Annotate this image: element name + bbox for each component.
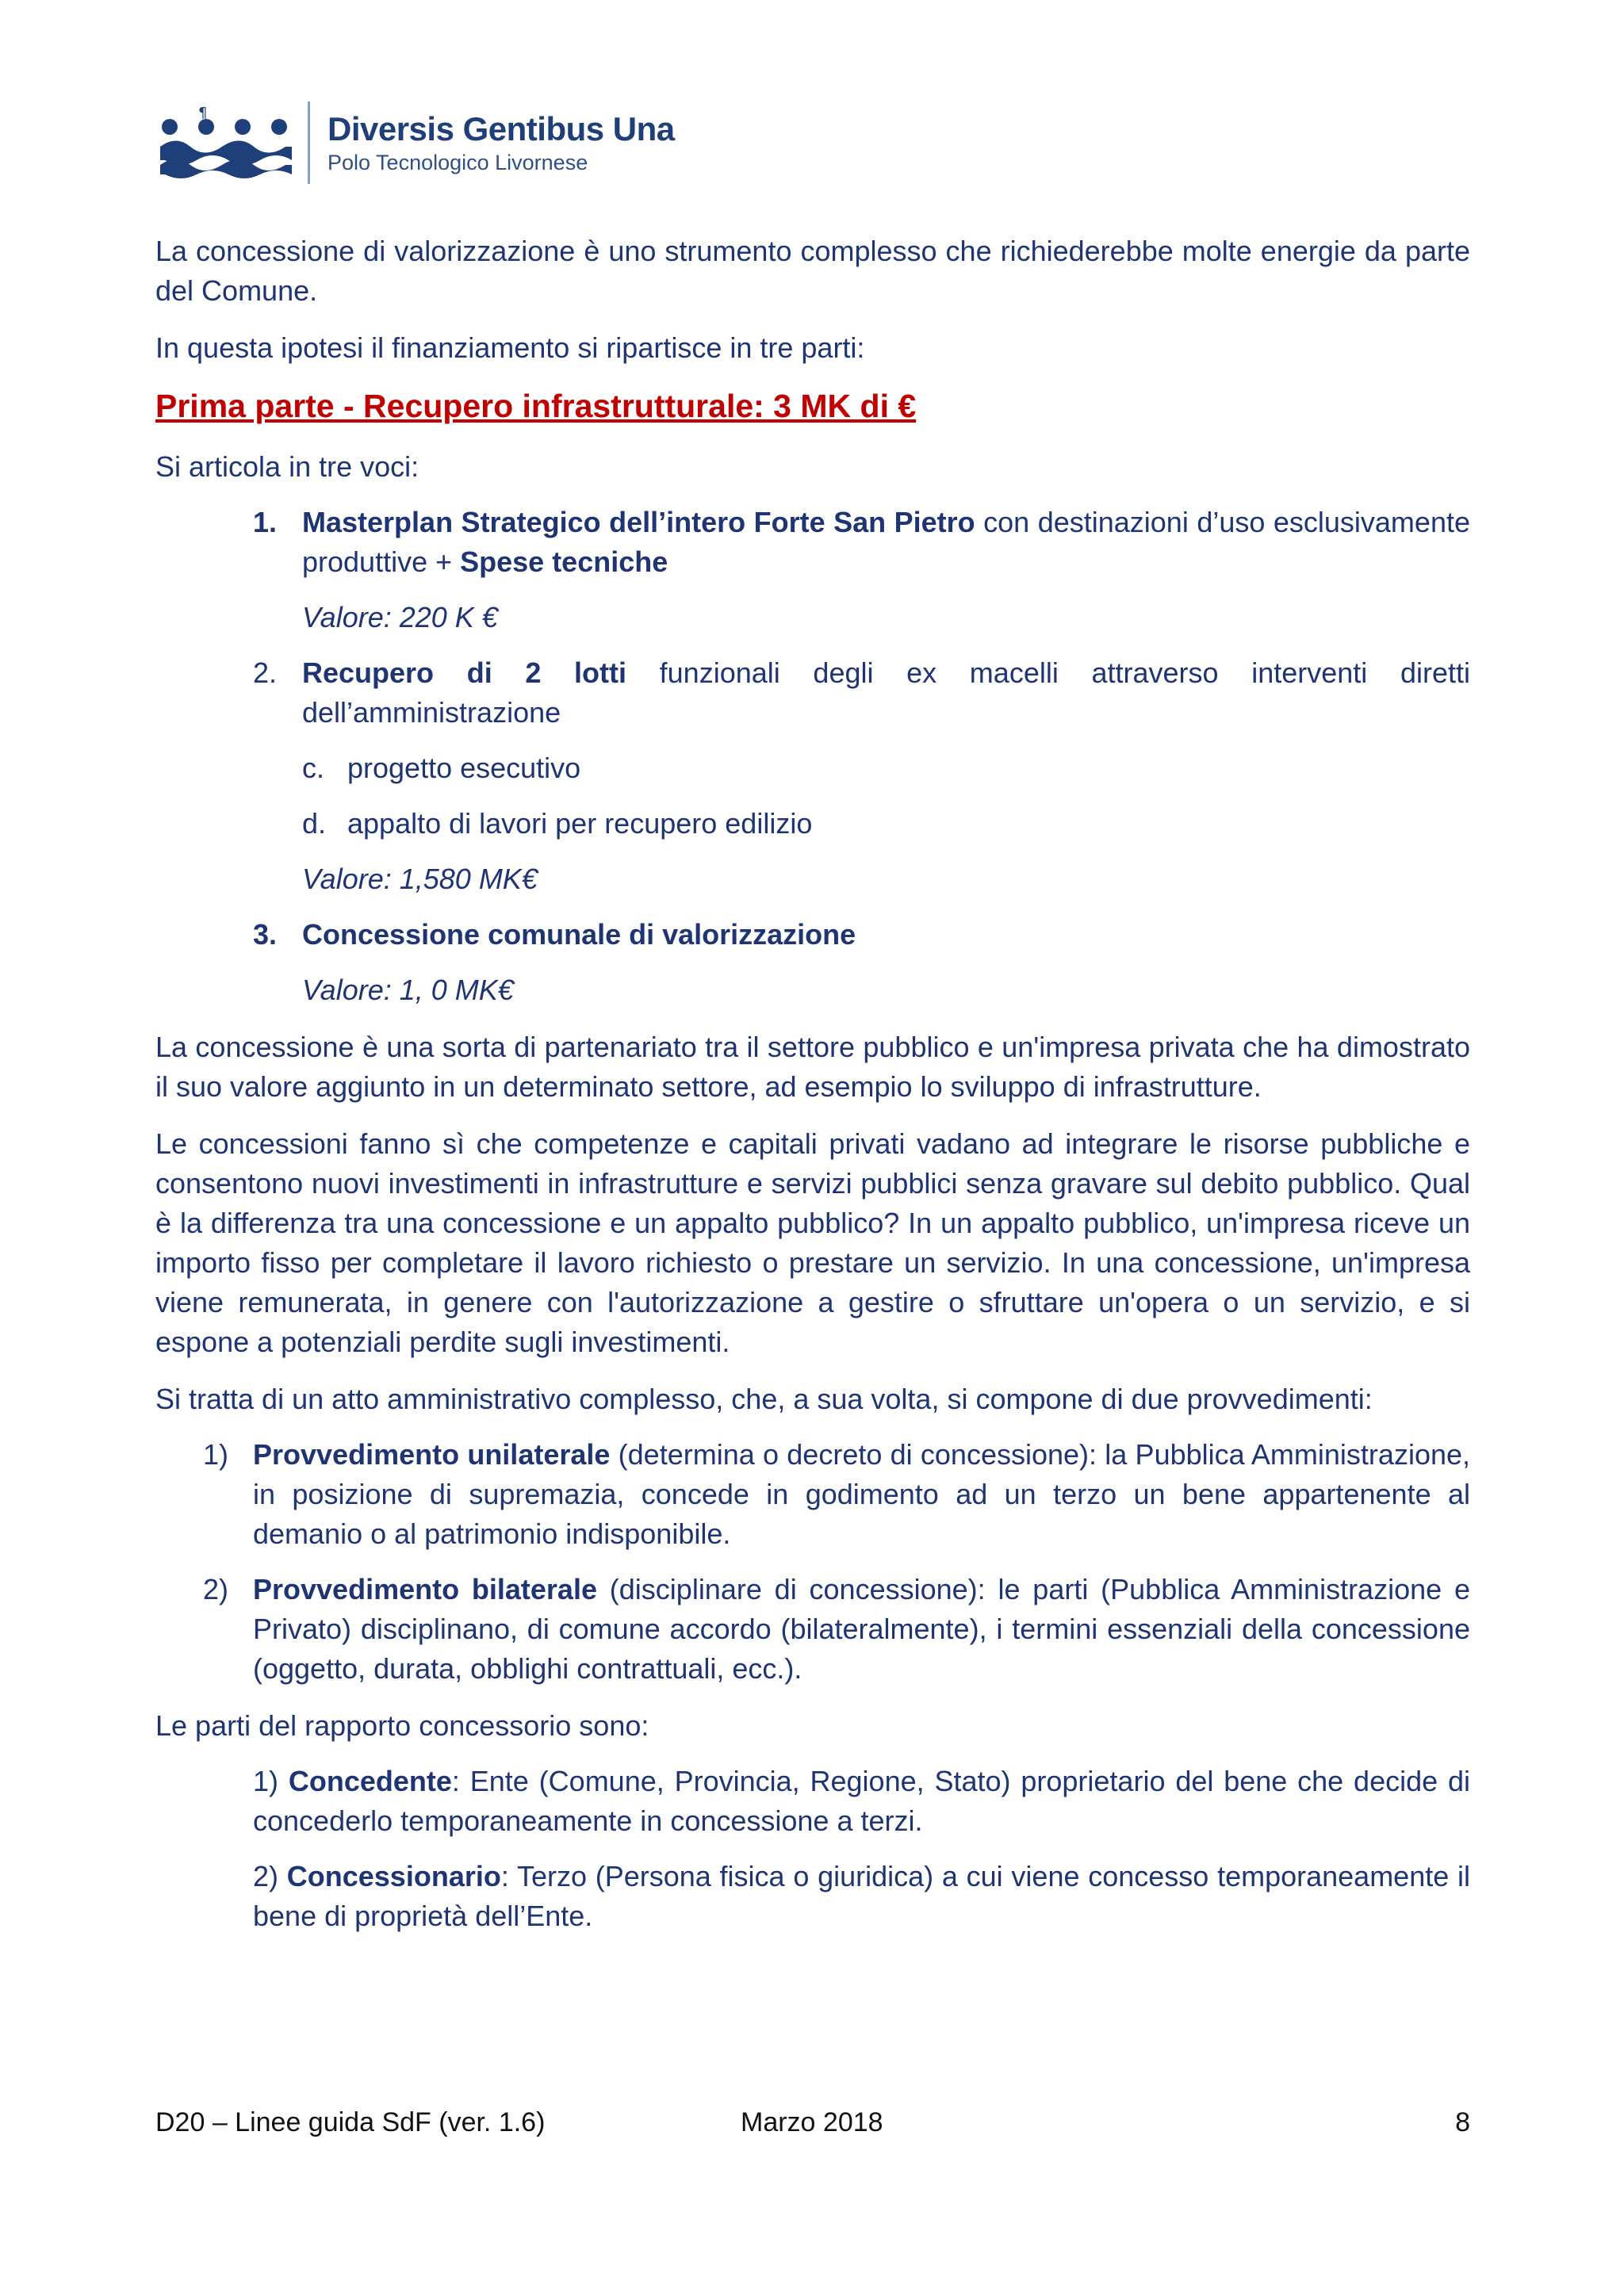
articola-text: Si articola in tre voci: [155,450,419,483]
list-item-text: : Terzo (Persona fisica o giuridica) a cui viene concesso temporaneamente il bene di proprietà dell’Ente. [253,1860,1470,1932]
item-1-value: Valore: 220 K € [302,601,498,633]
list-item-bold: Concedente [288,1765,452,1797]
paragraph-atto: Si tratta di un atto amministrativo complesso, che, a sua volta, si compone di due provvedimenti: [155,1383,1373,1415]
list-item-number: 1. [253,506,278,538]
intro-paragraph-1: La concessione di valorizzazione è uno strumento complesso che richiederebbe molte energie da parte del Comune. [155,235,1470,307]
logo-divider [308,101,310,184]
section-heading: Prima parte - Recupero infrastrutturale: 3 MK di € [155,388,917,424]
list-item-number: 1) [253,1765,289,1797]
document-body [155,232,1470,1936]
list-item-text: (determina o decreto di concessione): la Pubblica Amministrazione, in posizione di supremazia, concede in godimento ad un terzo un bene appartenente al demanio o al patrimonio indisponibile. [253,1438,1471,1550]
paragraph-parti: Le parti del rapporto concessorio sono: [155,1709,649,1742]
parte-item-1 [155,1762,1470,1841]
waves-logo-icon [159,103,293,182]
list-item-2 [155,653,1470,733]
list-item-1 [155,503,1470,582]
list-item-text: funzionali degli ex macelli attraverso interventi diretti dell’amministrazione [302,656,1470,729]
page-number: 8 [1455,2107,1470,2137]
provvedimento-item-2 [155,1570,1470,1689]
header-logo [159,99,675,186]
list-item-bold: Provvedimento bilaterale [253,1573,597,1605]
item-2-value: Valore: 1,580 MK€ [302,863,538,895]
list-item-bold: Masterplan Strategico dell’intero Forte San Pietro [302,506,975,538]
logo-text [327,109,675,176]
sub-item-text: appalto di lavori per recupero edilizio [347,807,813,840]
sub-item-letter: c. [302,752,325,784]
sub-item-letter: d. [302,807,327,840]
item-3-value: Valore: 1, 0 MK€ [302,974,514,1006]
list-item-3 [155,915,1470,955]
logo-title: Diversis Gentibus Una [327,110,675,147]
list-item-number: 3. [253,918,278,951]
list-item-number: 1) [203,1438,229,1471]
paragraph-concessione: La concessione è una sorta di partenariato tra il settore pubblico e un'impresa privata che ha dimostrato il suo valore aggiunto in un determinato settore, ad esempio lo sviluppo di infrastrutture. [155,1031,1470,1103]
list-item-number: 2) [253,1860,287,1892]
list-item-bold: Recupero di 2 lotti [302,656,626,689]
list-item-text: (disciplinare di concessione): le parti (Pubblica Amministrazione e Privato) disciplinano, di comune accordo (bilateralmente), i termini essenziali della concessione (oggetto, durata, obblighi contrattuali, ecc.). [253,1573,1470,1685]
intro-paragraph-2: In questa ipotesi il finanziamento si ripartisce in tre parti: [155,331,865,364]
paragraph-concessioni: Le concessioni fanno sì che competenze e capitali privati vadano ad integrare le risorse pubbliche e consentono nuovi investimenti in infrastrutture e servizi pubblici senza gravare sul debito pubblico. Qual è la differenza tra una concessione e un appalto pubblico? In un appalto pubblico, un'impresa riceve un importo fisso per completare il lavoro richiesto o prestare un servizio. In una concessione, un'impresa viene remunerata, in genere con l'autorizzazione a gestire o sfruttare un'opera o un servizio, e si espone a potenziali perdite sugli investimenti. [155,1127,1470,1358]
list-item-number: 2. [253,656,278,689]
list-item-bold: Concessionario [286,1860,501,1892]
list-item-text: : Ente (Comune, Provincia, Regione, Stato) proprietario del bene che decide di concederlo temporaneamente in concessione a terzi. [253,1765,1470,1837]
svg-text:¶: ¶ [198,105,208,121]
footer-doc-title: D20 – Linee guida SdF (ver. 1.6) [155,2107,546,2137]
page-footer [155,2107,1470,2142]
list-item-number: 2) [203,1573,229,1605]
footer-date: Marzo 2018 [741,2107,883,2137]
list-item-text: con destinazioni d’uso esclusivamente produttive + [302,506,1470,578]
sub-item-d [155,804,1470,844]
list-item-bold: Concessione comunale di valorizzazione [302,918,856,951]
logo-subtitle: Polo Tecnologico Livornese [327,151,588,174]
list-item-bold: Spese tecniche [460,545,668,578]
provvedimento-item-1 [155,1435,1470,1554]
sub-item-text: progetto esecutivo [347,752,581,784]
sub-item-c [155,748,1470,788]
list-item-bold: Provvedimento unilaterale [253,1438,611,1471]
parte-item-2 [155,1857,1470,1936]
